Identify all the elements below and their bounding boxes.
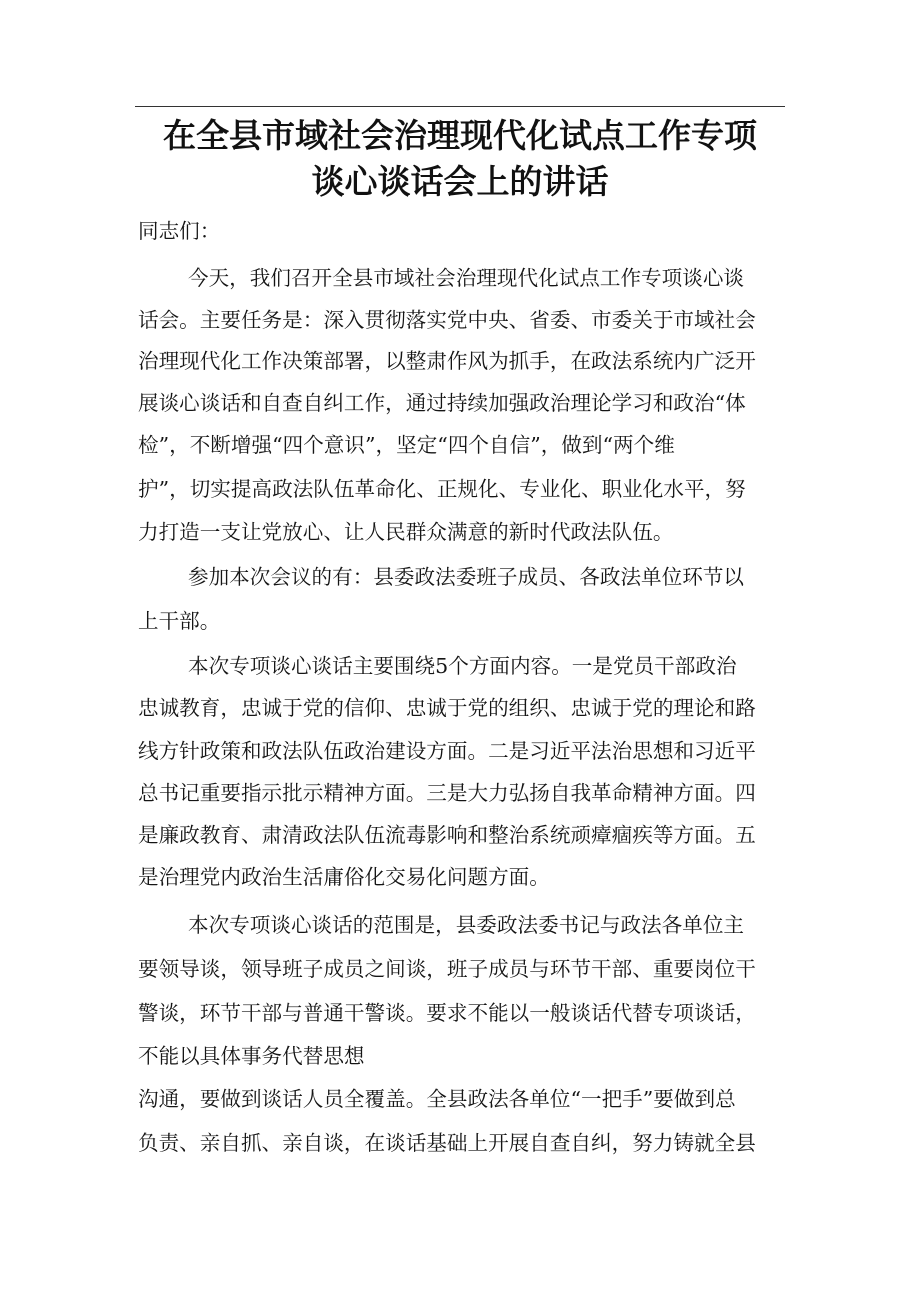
document-title-line-1: 在全县市域社会治理现代化试点工作专项 [163,116,757,155]
body-line: 线方针政策和政法队伍政治建设方面。二是习近平法治思想和习近平 [138,739,756,763]
body-line: 总书记重要指示批示精神方面。三是大力弘扬自我革命精神方面。四 [138,781,756,805]
body-line: 检”，不断增强“四个意识”，坚定“四个自信”，做到“两个维 [138,433,675,457]
body-line: 不能以具体事务代替思想 [138,1044,365,1068]
document-title-line-2: 谈心谈话会上的讲话 [311,162,609,201]
body-line: 治理现代化工作决策部署，以整肃作风为抓手，在政法系统内广泛开 [138,349,756,373]
header-rule [135,106,785,107]
body-line: 忠诚教育，忠诚于党的信仰、忠诚于党的组织、忠诚于党的理论和路 [138,696,756,720]
body-line: 话会。主要任务是：深入贯彻落实党中央、省委、市委关于市域社会 [138,308,756,332]
body-line: 本次专项谈心谈话主要围绕5个方面内容。一是党员干部政治 [188,654,737,678]
body-line: 是廉政教育、肃清政法队伍流毒影响和整治系统顽瘴痼疾等方面。五 [138,823,756,847]
salutation: 同志们： [138,219,221,243]
body-line: 警谈，环节干部与普通干警谈。要求不能以一般谈话代替专项谈话， [138,1001,756,1025]
body-line: 负责、亲自抓、亲自谈，在谈话基础上开展自查自纠，努力铸就全县 [138,1131,756,1155]
body-line: 力打造一支让党放心、让人民群众满意的新时代政法队伍。 [138,520,674,544]
body-line: 要领导谈，领导班子成员之间谈，班子成员与环节干部、重要岗位干 [138,957,756,981]
body-line: 上干部。 [138,609,221,633]
body-line: 沟通，要做到谈话人员全覆盖。全县政法各单位“一把手”要做到总 [138,1087,736,1111]
body-line: 参加本次会议的有：县委政法委班子成员、各政法单位环节以 [188,565,745,589]
body-line: 今天，我们召开全县市域社会治理现代化试点工作专项谈心谈 [188,266,745,290]
body-line: 护”，切实提高政法队伍革命化、正规化、专业化、职业化水平，努 [138,477,746,501]
body-line: 展谈心谈话和自查自纠工作，通过持续加强政治理论学习和政治“体 [138,391,746,415]
body-line: 是治理党内政治生活庸俗化交易化问题方面。 [138,865,550,889]
body-line: 本次专项谈心谈话的范围是，县委政法委书记与政法各单位主 [188,913,745,937]
